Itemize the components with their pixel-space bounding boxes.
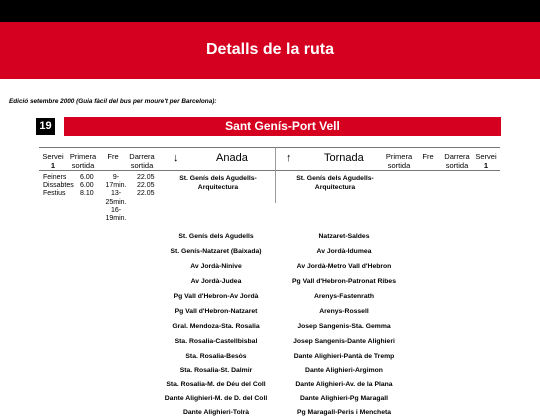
col-header-servei: Servei 1 (42, 152, 64, 170)
header-bottom-rule (39, 170, 500, 171)
list-item: St. Genís dels Agudells (178, 233, 254, 240)
list-item: Natzaret-Saldes (318, 233, 370, 240)
list-item: St. Genís-Natzaret (Baixada) (170, 248, 262, 255)
col-header-servei-return: Servei 1 (475, 152, 497, 170)
list-item: Gral. Mendoza-Sta. Rosalia (172, 323, 260, 330)
list-item: Arenys-Rossell (319, 308, 369, 315)
list-item: Dante Alighieri-Av. de la Plana (295, 381, 393, 388)
list-item: Sta. Rosalia-Besòs (185, 353, 247, 360)
list-item: Sta. Rosalia-M. de Déu del Coll (166, 381, 266, 388)
schedule-days: Feiners Dissabtes Festius (43, 174, 74, 198)
route-number-badge: 19 (36, 118, 55, 135)
schedule-frequency: 9- 17min. 13- 25min. 16- 19min. (105, 174, 127, 223)
arrow-up-icon: ↑ (286, 152, 292, 164)
list-item: Dante Alighieri-Pantà de Tremp (293, 353, 395, 360)
arrow-down-icon: ↓ (173, 152, 179, 164)
list-item: Dante Alighieri-Tolrà (182, 409, 250, 416)
direction-anada: Anada (216, 152, 248, 164)
list-item: Dante Alighieri-Pg Maragall (299, 395, 389, 402)
terminal-tornada: St. Genís dels Agudells- Arquitectura (296, 175, 374, 191)
route-name-bar: Sant Genís-Port Vell (64, 117, 501, 136)
schedule-first: 6.00 6.00 8.10 (80, 174, 94, 198)
list-item: Pg Vall d'Hebron-Natzaret (174, 308, 258, 315)
list-item: Dante Alighieri-Argimon (305, 367, 383, 374)
col-header-freq: Fre (107, 152, 119, 161)
list-item: Av Jordà-Judea (190, 278, 242, 285)
top-black-bar (0, 0, 540, 22)
list-item: Josep Sangenis-Dante Alighieri (293, 338, 395, 345)
list-item: Pg Vall d'Hebron-Patronat Ribes (292, 278, 396, 285)
list-item: Av Jordà-Metro Vall d'Hebron (296, 263, 392, 270)
schedule-last: 22.05 22.05 22.05 (137, 174, 155, 198)
list-item: Sta. Rosalia-St. Dalmir (179, 367, 253, 374)
terminal-anada: St. Genís dels Agudells- Arquitectura (179, 175, 257, 191)
list-item: Pg Maragall-Peris i Mencheta (296, 409, 392, 416)
list-item: Dante Alighieri-M. de D. del Coll (164, 395, 268, 402)
direction-divider (275, 147, 276, 203)
header-top-rule (39, 147, 500, 148)
col-header-primera: Primera sortida (69, 152, 97, 170)
col-header-freq-return: Fre (422, 152, 434, 161)
list-item: Av Jordà-Ninive (190, 263, 242, 270)
col-header-darrera: Darrera sortida (129, 152, 155, 170)
list-item: Sta. Rosalia-Castellbisbal (174, 338, 258, 345)
page-title: Detalls de la ruta (0, 22, 540, 79)
direction-tornada: Tornada (324, 152, 364, 164)
list-item: Arenys-Fastenrath (313, 293, 375, 300)
col-header-darrera-return: Darrera sortida (444, 152, 470, 170)
list-item: Pg Vall d'Hebron-Av Jordà (173, 293, 259, 300)
list-item: Josep Sangenis-Sta. Gemma (297, 323, 391, 330)
list-item: Av Jordà-Idumea (316, 248, 372, 255)
col-header-primera-return: Primera sortida (385, 152, 413, 170)
edition-note: Edició setembre 2000 (Guia fàcil del bus per moure't per Barcelona): (9, 98, 217, 105)
